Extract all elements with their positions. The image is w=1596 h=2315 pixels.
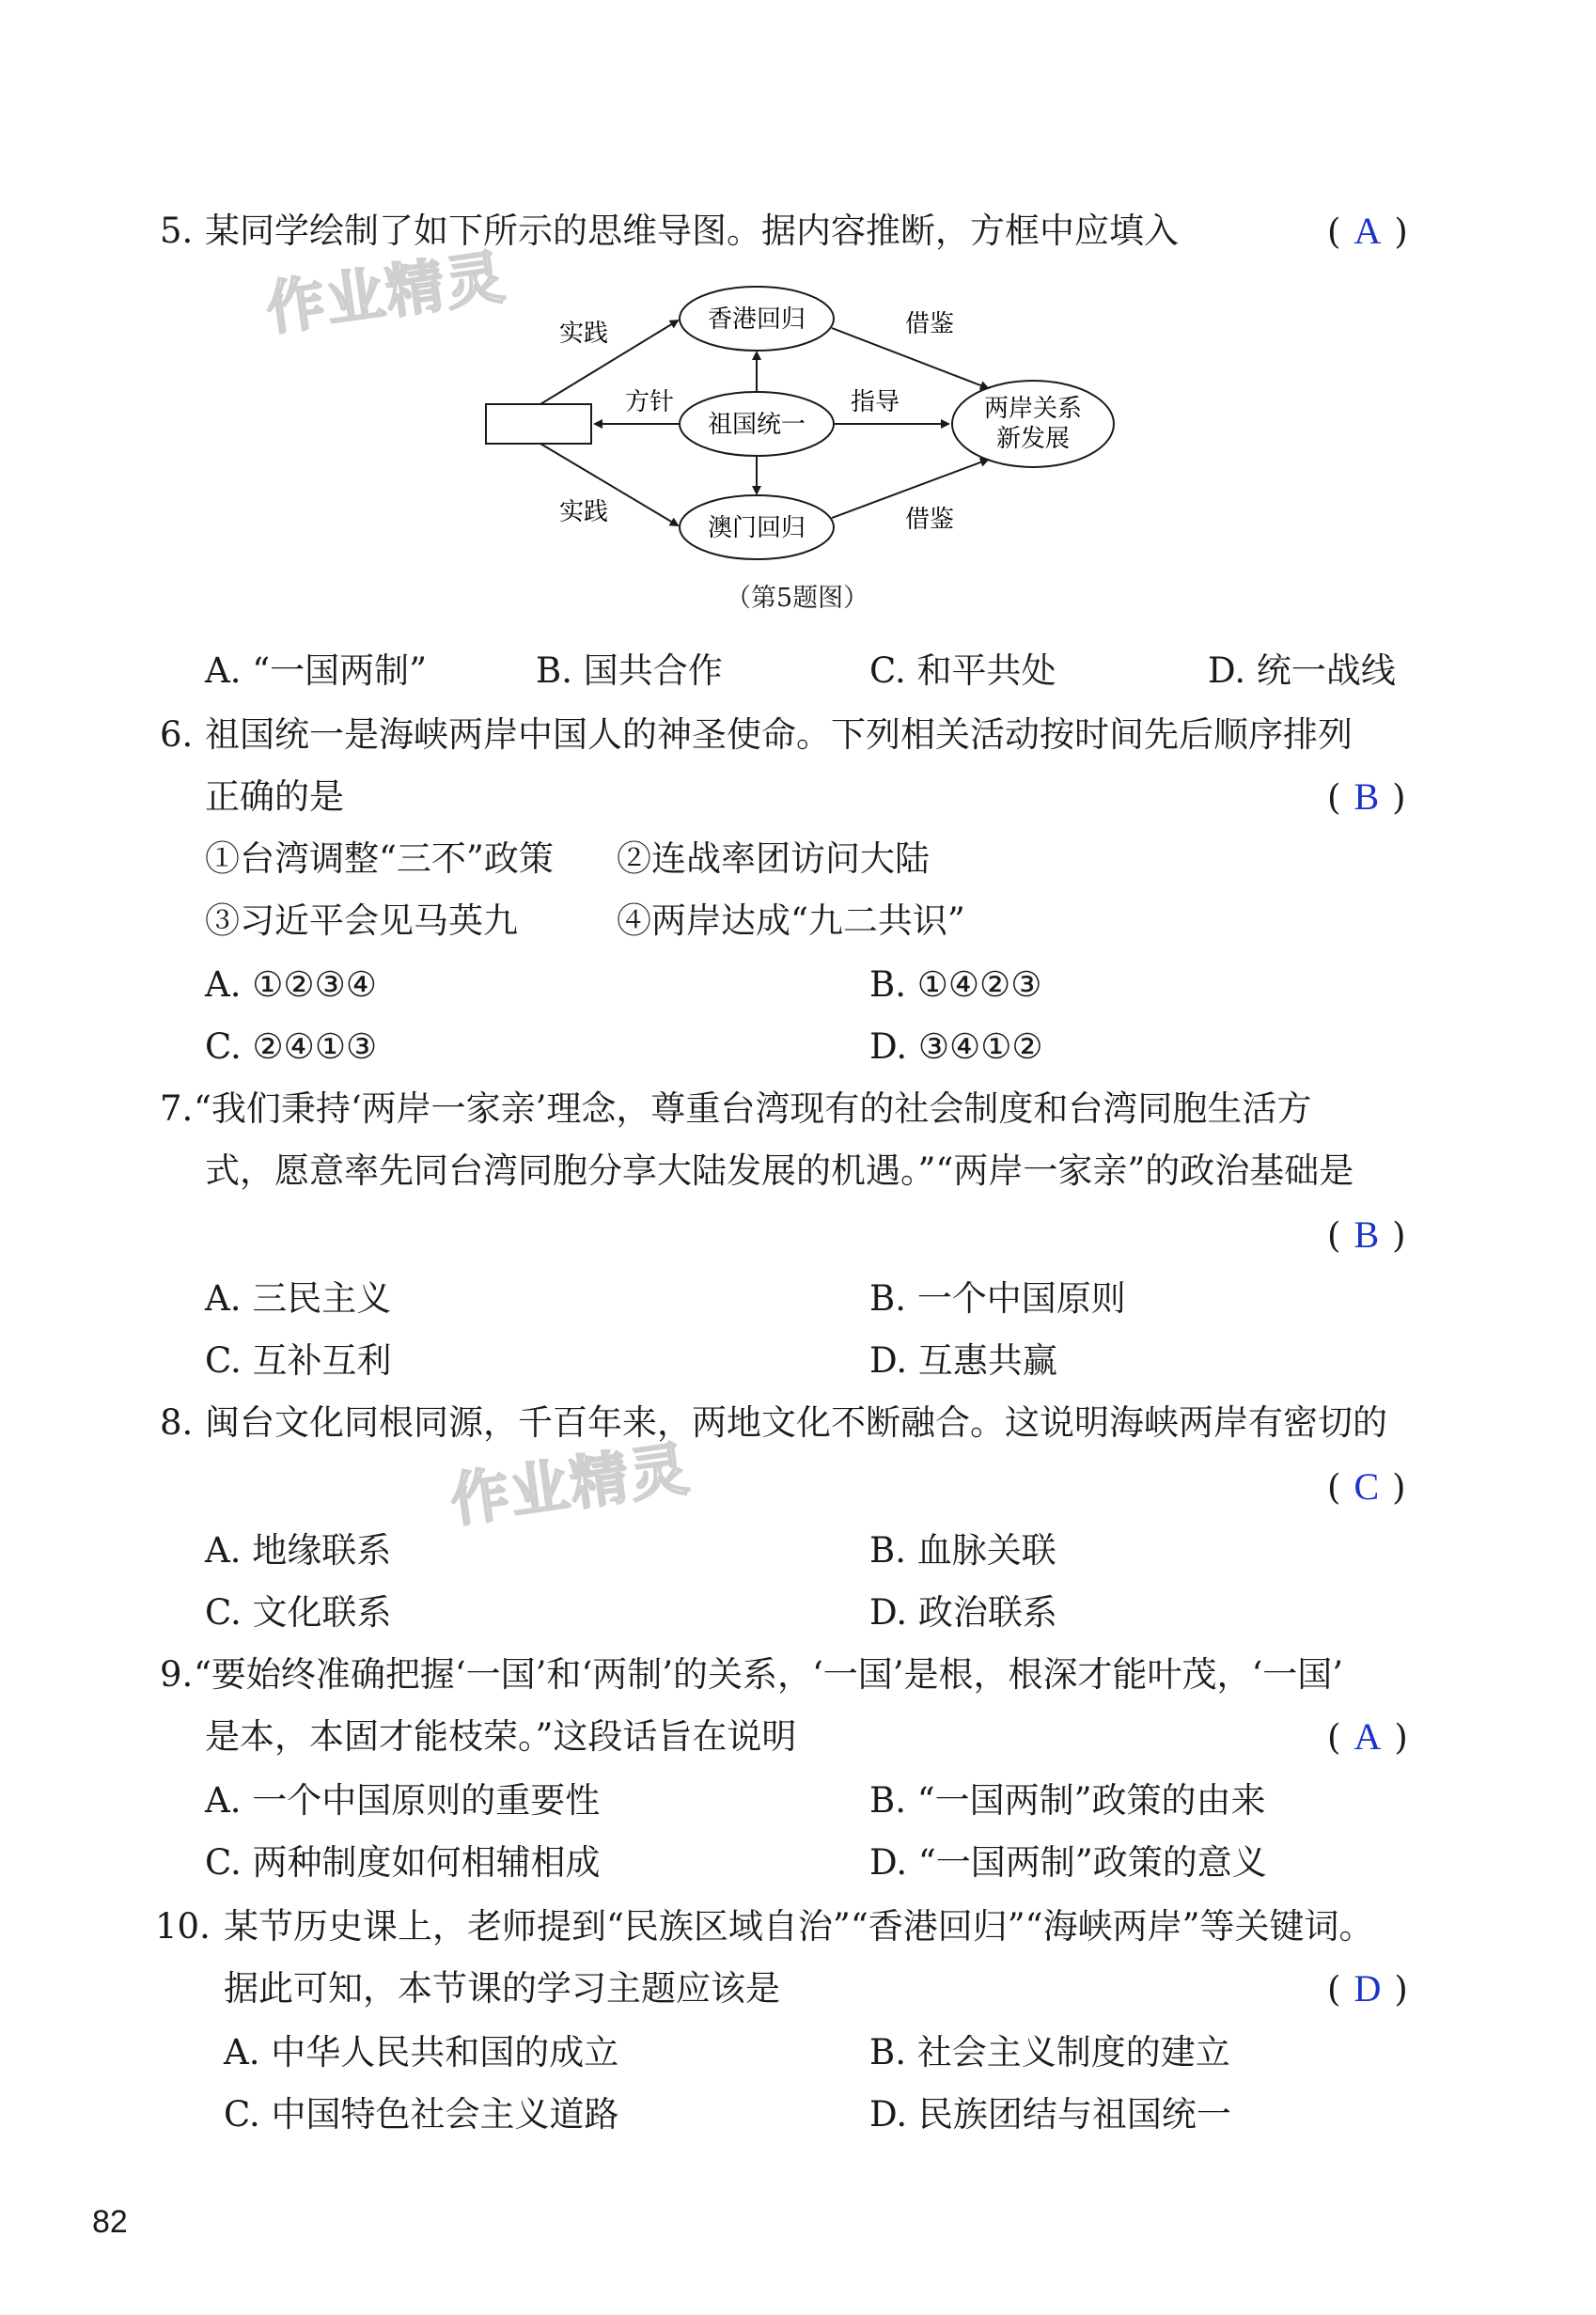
q8-answer: C (1353, 1465, 1380, 1508)
q6-item-2: ②连战率团访问大陆 (617, 838, 930, 879)
q9-answer: A (1353, 1715, 1382, 1758)
q10-option-b: B. 社会主义制度的建立 (869, 2032, 1230, 2073)
q10-option-a: A. 中华人民共和国的成立 (224, 2032, 619, 2073)
edge-label-ref-bottom: 借鉴 (905, 506, 955, 534)
q6-stem-line2: 正确的是 (205, 776, 344, 817)
q5-answer-bracket: ( A ) (1327, 210, 1408, 252)
q10-answer: D (1353, 1967, 1382, 2010)
q8-option-c: C. 文化联系 (205, 1592, 392, 1633)
node-unify-label: 祖国统一 (707, 411, 806, 439)
q9-stem-line1: “要始终准确把握‘一国’和‘两制’的关系，‘一国’是根，根深才能叶茂，‘一国’ (194, 1654, 1344, 1695)
q6-item-4: ④两岸达成“九二共识” (617, 900, 965, 941)
q6-option-a: A. ①②③④ (205, 964, 377, 1005)
page-number: 82 (92, 2204, 128, 2240)
q7-stem-line1: “我们秉持‘两岸一家亲’理念，尊重台湾现有的社会制度和台湾同胞生活方 (194, 1088, 1312, 1129)
q6-answer: B (1353, 775, 1380, 818)
q6-option-d: D. ③④①② (869, 1026, 1043, 1067)
edge-label-policy: 方针 (625, 388, 675, 416)
q9-option-d: D. “一国两制”政策的意义 (869, 1842, 1267, 1883)
q5-stem: 某同学绘制了如下所示的思维导图。据内容推断，方框中应填入 (205, 211, 1179, 251)
node-cross-strait (952, 381, 1114, 467)
q9-stem-line2: 是本，本固才能枝荣。”这段话旨在说明 (205, 1716, 797, 1757)
edge-label-guide: 指导 (851, 388, 900, 416)
q5-number: 5. (160, 211, 194, 251)
q6-answer-bracket: ( B ) (1327, 775, 1406, 818)
q10-stem-line2: 据此可知，本节课的学习主题应该是 (224, 1968, 780, 2009)
q8-stem: 闽台文化同根同源，千百年来，两地文化不断融合。这说明海峡两岸有密切的 (205, 1402, 1387, 1443)
q9-number: 9. (160, 1654, 194, 1695)
q10-number: 10. (155, 1906, 211, 1947)
q8-option-b: B. 血脉关联 (869, 1530, 1056, 1571)
q6-option-c: C. ②④①③ (205, 1026, 378, 1067)
q6-item-1: ①台湾调整“三不”政策 (205, 838, 554, 879)
q5-figure-caption: （第5题图） (726, 584, 869, 613)
node-cross-label-1: 两岸关系 (983, 395, 1083, 423)
q7-option-d: D. 互惠共赢 (869, 1340, 1057, 1381)
q5-option-c: C. 和平共处 (869, 650, 1056, 691)
edge-label-practice-bottom: 实践 (559, 498, 609, 526)
q6-item-3: ③习近平会见马英九 (205, 900, 518, 941)
q5-blank-box (486, 404, 591, 444)
q5-mind-map (475, 268, 1133, 578)
q10-option-d: D. 民族团结与祖国统一 (869, 2094, 1231, 2135)
q7-number: 7. (160, 1088, 194, 1129)
edge-label-ref-top: 借鉴 (905, 310, 955, 338)
q9-answer-bracket: ( A ) (1327, 1715, 1408, 1758)
q7-option-a: A. 三民主义 (205, 1278, 392, 1319)
q7-option-c: C. 互补互利 (205, 1340, 392, 1381)
watermark-middle: 作业精灵 (446, 1433, 695, 1536)
q9-option-a: A. 一个中国原则的重要性 (205, 1780, 601, 1821)
q8-option-a: A. 地缘联系 (205, 1530, 392, 1571)
watermark-top: 作业精灵 (261, 242, 510, 344)
q5-option-a: A. “一国两制” (205, 650, 428, 691)
q10-option-c: C. 中国特色社会主义道路 (224, 2094, 619, 2135)
q5-option-d: D. 统一战线 (1208, 650, 1396, 691)
q6-stem-line1: 祖国统一是海峡两岸中国人的神圣使命。下列相关活动按时间先后顺序排列 (205, 714, 1353, 755)
q9-option-b: B. “一国两制”政策的由来 (869, 1780, 1266, 1821)
q7-answer: B (1353, 1213, 1380, 1256)
q9-option-c: C. 两种制度如何相辅相成 (205, 1842, 601, 1883)
edge-label-practice-top: 实践 (559, 320, 609, 348)
q7-stem-line2: 式，愿意率先同台湾同胞分享大陆发展的机遇。”“两岸一家亲”的政治基础是 (205, 1150, 1354, 1191)
q8-option-d: D. 政治联系 (869, 1592, 1057, 1633)
q7-option-b: B. 一个中国原则 (869, 1278, 1126, 1319)
node-cross-label-2: 新发展 (995, 425, 1071, 453)
q8-number: 8. (160, 1402, 194, 1443)
q6-option-b: B. ①④②③ (869, 964, 1042, 1005)
node-macau-label: 澳门回归 (707, 514, 806, 542)
q7-answer-bracket: ( B ) (1327, 1213, 1406, 1256)
q5-option-b: B. 国共合作 (536, 650, 723, 691)
q10-stem-line1: 某节历史课上，老师提到“民族区域自治”“香港回归”“海峡两岸”等关键词。 (224, 1906, 1374, 1947)
node-hk-label: 香港回归 (707, 305, 806, 334)
q6-number: 6. (160, 714, 194, 755)
q10-answer-bracket: ( D ) (1327, 1967, 1408, 2010)
q8-answer-bracket: ( C ) (1327, 1465, 1406, 1508)
q5-answer: A (1353, 210, 1382, 252)
